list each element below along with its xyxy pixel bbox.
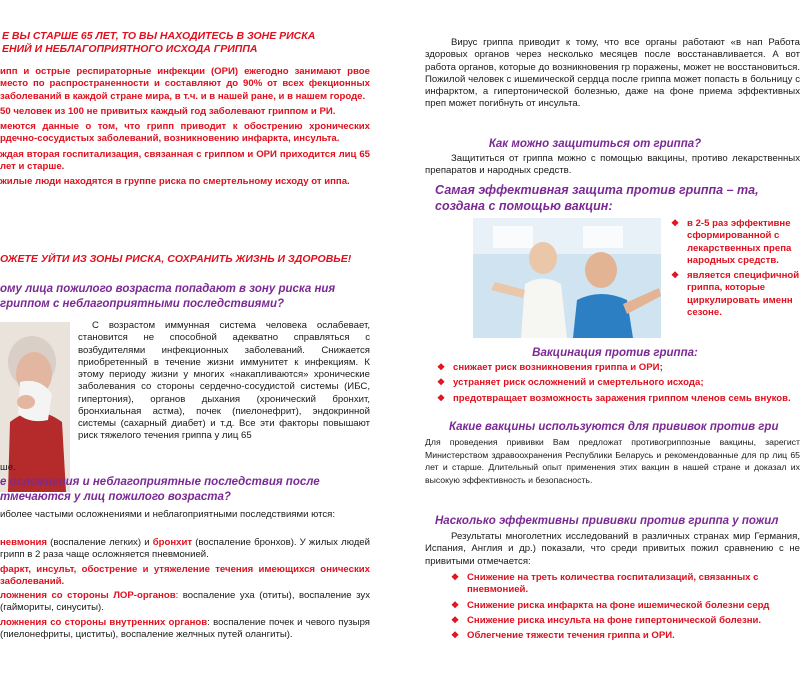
protect-paragraph: Защититься от гриппа можно с помощью вакцины, противо лекарственных препаратов и народных средств. bbox=[425, 153, 800, 177]
effectiveness-item: ❖ Снижение на треть количества госпитализаций, связанных с пневмонией. bbox=[451, 572, 759, 596]
effectiveness-item: ❖ Снижение риска инфаркта на фоне ишемической болезни серд bbox=[451, 599, 770, 611]
diamond-bullet-icon: ❖ bbox=[437, 392, 446, 403]
effectiveness-item: ❖ Облегчение тяжести течения гриппа и ОРИ. bbox=[451, 630, 675, 642]
fact-item: ждая вторая госпитализация, связанная с гриппом и ОРИ приходится лиц 65 лет и старше. bbox=[0, 148, 370, 172]
diamond-bullet-icon: ❖ bbox=[451, 614, 460, 625]
intro-paragraph: Вирус гриппа приводит к тому, что все органы работают «в нап Работа здоровых органов через несколько месяцев после восстанавливается. А вот работа органов, которые до возникновения гр поражены, может не восстановиться. Пожилой человек с ишемической сердца после гриппа может попасть в больницу с инфарктом, а гипертонической болезнью, даже на фоне приема эффективных преп может погибнуть от инсульта. bbox=[425, 37, 800, 110]
protect-heading: Как можно защититься от гриппа? bbox=[488, 138, 702, 150]
vaccination-list bbox=[435, 362, 800, 405]
right-page bbox=[425, 0, 800, 700]
why-risk-paragraph-tail: ше. bbox=[0, 462, 16, 473]
fact-item: жилые люди находятся в группе риска по смертельному исходу от иппа. bbox=[0, 176, 350, 188]
risk-title-line-1: Е ВЫ СТАРШЕ 65 ЛЕТ, ТО ВЫ НАХОДИТЕСЬ В ЗОНЕ РИСКА bbox=[2, 30, 316, 42]
effectiveness-list bbox=[449, 572, 800, 642]
diamond-bullet-icon: ❖ bbox=[671, 270, 680, 281]
best-protection-item: ❖ в 2-5 раз эффективне сформированной с лекарственных препа народных средств. bbox=[671, 218, 792, 266]
fact-item: меются данные о том, что грипп приводит к обострению хронических рдечно-сосудистых заболеваний, возникновению инфаркта, инсульта. bbox=[0, 121, 370, 145]
exit-risk-slogan: ОЖЕТЕ УЙТИ ИЗ ЗОНЫ РИСКА, СОХРАНИТЬ ЖИЗНЬ И ЗДОРОВЬЕ! bbox=[0, 253, 352, 265]
diamond-bullet-icon: ❖ bbox=[451, 599, 460, 610]
effectiveness-item: ❖ Снижение риска инсульта на фоне гипертонической болезни. bbox=[451, 614, 762, 626]
vaccination-heading: Вакцинация против гриппа: bbox=[532, 347, 698, 359]
diamond-bullet-icon: ❖ bbox=[437, 362, 446, 372]
complication-item: фаркт, инсульт, обострение и утяжеление течения имеющихся онических заболеваний. bbox=[0, 563, 370, 587]
which-vaccines-heading: Какие вакцины используются для прививок против гри bbox=[449, 421, 779, 433]
best-protection-list bbox=[669, 218, 800, 319]
effectiveness-heading: Насколько эффективны прививки против гриппа у пожил bbox=[435, 515, 779, 527]
complication-item: ложнения со стороны ЛОР-органов: воспаление уха (отиты), воспаление зух (гаймориты, синуситы). bbox=[0, 590, 371, 614]
why-risk-heading: ому лица пожилого возраста попадают в зону риска ния гриппом с неблагоприятными последствиями? bbox=[0, 283, 336, 310]
which-vaccines-paragraph: Для проведения прививки Вам предложат противогриппозные вакцины, зарегист Министерством здравоохранения Республики Беларусь и рекомендованные для пр лиц 65 лет и старше. Длительный опыт применения этих вакцин в нашей стране и доказал их высокую эффективность и безопасность. bbox=[425, 437, 800, 485]
risk-facts-list bbox=[0, 66, 370, 188]
elderly-exercise-photo bbox=[473, 218, 661, 338]
why-risk-paragraph: С возрастом иммунная система человека ослабевает, становится не способной адекватно справляться с возбудителями инфекционных заболеваний. Снижается приобретенный в течение жизни иммунитет к инфекциям. К этому периоду жизни у многих «накапливаются» хронические заболевания со стороны сердечно-сосудистой системы (ИБС, гипертония), органов дыхания (хронический бронхит, бронхиальная астма), почек (пиелонефрит), эндокринной системы (сахарный диабет) и т.д. Все эти факторы повышают риск тяжелого течения гриппа у лиц 65 bbox=[78, 320, 370, 442]
left-page bbox=[0, 0, 372, 700]
vaccination-item: ❖ предотвращает возможность заражения гриппом членов семь внуков. bbox=[437, 392, 791, 404]
diamond-bullet-icon: ❖ bbox=[671, 218, 680, 228]
complications-heading: е осложнения и неблагоприятные последствия после тмечаются у лиц пожилого возраста? bbox=[0, 476, 320, 503]
complications-list bbox=[0, 537, 370, 641]
effectiveness-paragraph: Результаты многолетних исследований в различных странах мир Германия, Испания, Англия и др.) показали, что среди привитых пожил сравнению с не привитыми отмечается: bbox=[425, 531, 800, 567]
diamond-bullet-icon: ❖ bbox=[451, 572, 460, 582]
complication-item: невмония (воспаление легких) и бронхит (воспаление бронхов). У жилых людей грипп в 2 раза чаще осложняется пневмонией. bbox=[0, 537, 370, 561]
fact-item: ипп и острые респираторные инфекции (ОРИ) ежегодно занимают рвое место по распространенности и составляют до 90% от всех фекционных заболеваний в каждой стране мира, в т.ч. и в нашей ране, и в нашем городе. bbox=[0, 66, 370, 102]
best-protection-item: ❖ является специфичной гриппа, которые циркулировать именн сезоне. bbox=[671, 270, 800, 318]
vaccination-item: ❖ устраняет риск осложнений и смертельного исхода; bbox=[437, 377, 704, 389]
best-protection-heading: Самая эффективная защита против гриппа – та, создана с помощью вакцин: bbox=[435, 183, 759, 213]
complications-intro: иболее частыми осложнениями и неблагоприятными последствиями ются: bbox=[0, 509, 336, 520]
risk-title-line-2: ЕНИЙ И НЕБЛАГОПРИЯТНОГО ИСХОДА ГРИППА bbox=[2, 43, 258, 56]
diamond-bullet-icon: ❖ bbox=[437, 377, 446, 388]
diamond-bullet-icon: ❖ bbox=[451, 630, 460, 641]
fact-item: 50 человек из 100 не привитых каждый год заболевают гриппом и РИ. bbox=[0, 105, 336, 117]
complication-item: ложнения со стороны внутренних органов: воспаление почек и чевого пузыря (пиелонефриты, циститы), воспаление желчных путей олангиты). bbox=[0, 616, 370, 640]
vaccination-item: ❖ снижает риск возникновения гриппа и ОРИ; bbox=[437, 362, 663, 373]
